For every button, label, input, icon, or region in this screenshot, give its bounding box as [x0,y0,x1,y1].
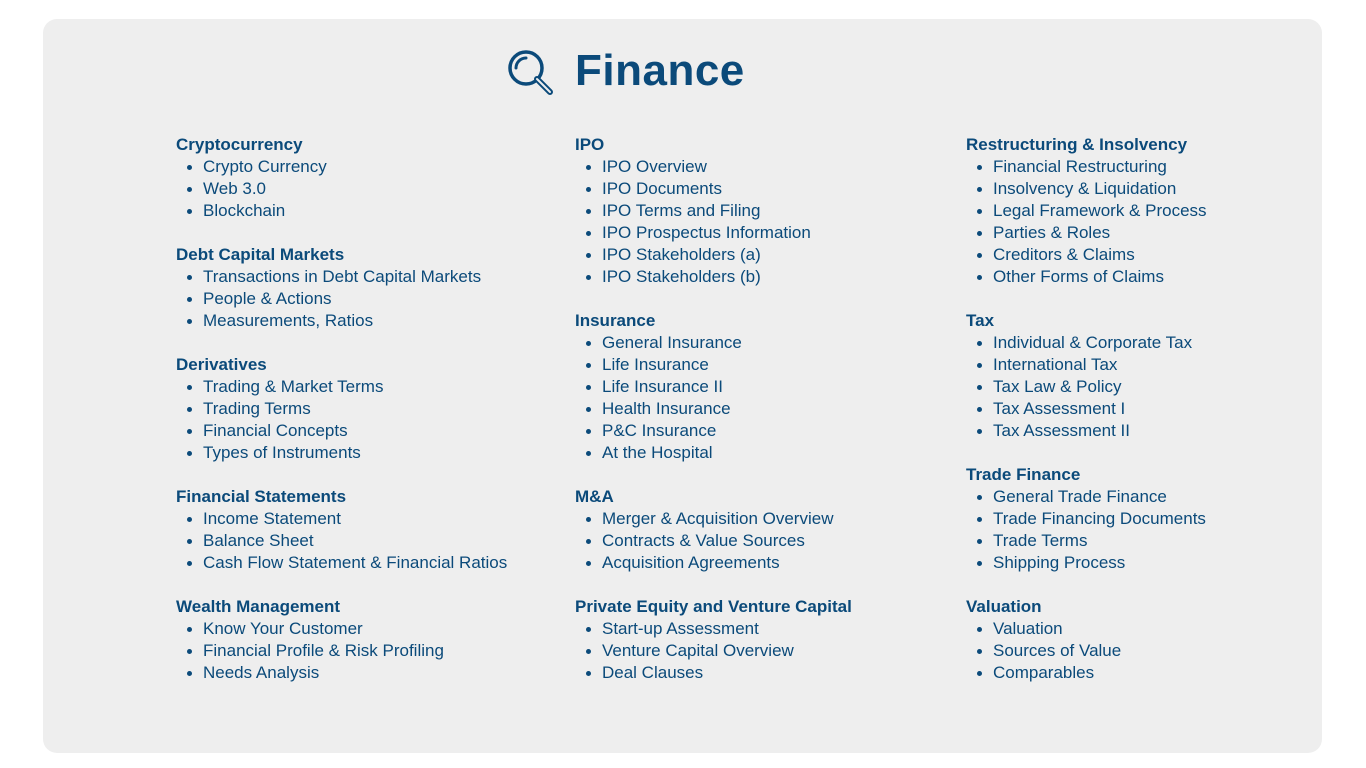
list-item-label: General Insurance [602,333,742,352]
bullet-icon [977,165,982,170]
list-item-label: Contracts & Value Sources [602,531,805,550]
list-item-label: Venture Capital Overview [602,641,794,660]
bullet-icon [187,451,192,456]
list-item-label: Types of Instruments [203,443,361,462]
bullet-icon [586,649,591,654]
bullet-icon [977,649,982,654]
bullet-icon [586,429,591,434]
list-item[interactable] [966,530,1207,552]
bullet-icon [586,231,591,236]
list-item-label: Cash Flow Statement & Financial Ratios [203,553,508,572]
bullet-icon [586,187,591,192]
list-item-label: Crypto Currency [203,157,327,176]
list-item[interactable] [575,508,852,530]
bullet-icon [187,517,192,522]
list-item[interactable] [575,354,852,376]
page-header [0,44,1366,100]
bullet-icon [586,561,591,566]
list-item[interactable] [966,178,1207,200]
list-item-label: Other Forms of Claims [993,267,1164,286]
topic-section [176,134,507,222]
bullet-icon [586,165,591,170]
list-item-label: Insolvency & Liquidation [993,179,1177,198]
list-item[interactable] [176,508,507,530]
bullet-icon [187,165,192,170]
bullet-icon [187,187,192,192]
bullet-icon [586,627,591,632]
list-item[interactable] [575,376,852,398]
list-item-label: Balance Sheet [203,531,314,550]
list-item-label: Trading Terms [203,399,311,418]
bullet-icon [977,363,982,368]
bullet-icon [586,517,591,522]
list-item-label: Financial Concepts [203,421,348,440]
list-item-label: Merger & Acquisition Overview [602,509,834,528]
list-item[interactable] [575,244,852,266]
bullet-icon [977,495,982,500]
list-item[interactable] [575,530,852,552]
list-item[interactable] [966,508,1207,530]
list-item[interactable] [966,618,1207,640]
list-item[interactable] [966,200,1207,222]
bullet-icon [977,253,982,258]
list-item[interactable] [966,156,1207,178]
section-title[interactable]: Wealth Management [176,597,341,616]
list-item[interactable] [176,376,507,398]
list-item[interactable] [176,662,507,684]
list-item-label: Valuation [993,619,1063,638]
bullet-icon [187,385,192,390]
topic-section [575,596,852,684]
bullet-icon [977,429,982,434]
list-item-label: Life Insurance [602,355,709,374]
list-item[interactable] [575,442,852,464]
bullet-icon [977,231,982,236]
list-item-label: Financial Restructuring [993,157,1167,176]
list-item[interactable] [176,442,507,464]
bullet-icon [586,363,591,368]
section-title[interactable]: Private Equity and Venture Capital [575,597,852,616]
bullet-icon [977,209,982,214]
bullet-icon [586,539,591,544]
topic-section [176,354,507,464]
section-title[interactable]: M&A [575,487,614,506]
list-item-label: Sources of Value [993,641,1122,660]
list-item[interactable] [966,266,1207,288]
list-item-label: Transactions in Debt Capital Markets [203,267,482,286]
list-item[interactable] [575,640,852,662]
list-item-label: Deal Clauses [602,663,704,682]
list-item[interactable] [575,618,852,640]
bullet-icon [977,671,982,676]
list-item-label: Tax Assessment I [993,399,1126,418]
section-title[interactable]: Debt Capital Markets [176,245,345,264]
list-item[interactable] [176,640,507,662]
list-item[interactable] [176,420,507,442]
list-item[interactable] [575,156,852,178]
list-item-label: At the Hospital [602,443,713,462]
bullet-icon [586,341,591,346]
list-item[interactable] [176,288,507,310]
list-item[interactable] [575,398,852,420]
bullet-icon [977,539,982,544]
list-item[interactable] [966,222,1207,244]
list-item[interactable] [176,618,507,640]
topic-section [176,596,507,684]
list-item[interactable] [575,332,852,354]
list-item-label: Blockchain [203,201,286,220]
list-item-label: Trade Terms [993,531,1088,550]
list-item-label: Trade Financing Documents [993,509,1206,528]
list-item-label: Comparables [993,663,1095,682]
bullet-icon [977,187,982,192]
list-item-label: IPO Prospectus Information [602,223,811,242]
list-item[interactable] [575,200,852,222]
list-item-label: Health Insurance [602,399,731,418]
list-item-label: Acquisition Agreements [602,553,780,572]
list-item-label: Know Your Customer [203,619,363,638]
list-item[interactable] [966,244,1207,266]
list-item-label: People & Actions [203,289,332,308]
bullet-icon [586,253,591,258]
list-item-label: Start-up Assessment [602,619,759,638]
list-item-label: Creditors & Claims [993,245,1135,264]
list-item[interactable] [966,420,1207,442]
list-item[interactable] [966,486,1207,508]
list-item[interactable] [575,178,852,200]
list-item[interactable] [575,222,852,244]
list-item-label: IPO Stakeholders (b) [602,267,761,286]
list-item-label: Needs Analysis [203,663,320,682]
list-item[interactable] [176,266,507,288]
list-item-label: Legal Framework & Process [993,201,1207,220]
list-item-label: Financial Profile & Risk Profiling [203,641,444,660]
list-item[interactable] [575,552,852,574]
section-title[interactable]: Cryptocurrency [176,135,303,154]
section-title[interactable]: Insurance [575,311,656,330]
topic-section [176,486,507,574]
list-item-label: Tax Assessment II [993,421,1130,440]
list-item-label: IPO Overview [602,157,707,176]
topic-section [966,134,1207,288]
bullet-icon [187,407,192,412]
topic-section [966,464,1207,574]
bullet-icon [977,275,982,280]
page-title: Finance [575,46,745,95]
bullet-icon [586,671,591,676]
section-title[interactable]: IPO [575,135,605,154]
list-item-label: IPO Documents [602,179,722,198]
list-item[interactable] [176,310,507,332]
bullet-icon [586,385,591,390]
list-item[interactable] [966,662,1207,684]
list-item[interactable] [176,530,507,552]
list-item[interactable] [966,640,1207,662]
topic-section [575,486,852,574]
list-item-label: Parties & Roles [993,223,1111,242]
list-item[interactable] [575,662,852,684]
bullet-icon [187,627,192,632]
bullet-icon [187,649,192,654]
list-item[interactable] [575,266,852,288]
bullet-icon [586,275,591,280]
bullet-icon [187,429,192,434]
topic-column [966,134,1207,706]
list-item[interactable] [176,178,507,200]
bullet-icon [187,561,192,566]
list-item[interactable] [966,398,1207,420]
list-item-label: Web 3.0 [203,179,267,198]
bullet-icon [187,209,192,214]
list-item[interactable] [966,552,1207,574]
list-item-label: Measurements, Ratios [203,311,374,330]
section-title[interactable]: Trade Finance [966,465,1081,484]
bullet-icon [586,209,591,214]
list-item[interactable] [176,398,507,420]
topic-section [575,134,852,288]
list-item[interactable] [176,200,507,222]
topic-column [575,134,852,706]
bullet-icon [977,627,982,632]
bullet-icon [977,561,982,566]
bullet-icon [977,407,982,412]
list-item[interactable] [966,354,1207,376]
list-item-label: Individual & Corporate Tax [993,333,1193,352]
bullet-icon [187,297,192,302]
bullet-icon [187,671,192,676]
list-item[interactable] [575,420,852,442]
bullet-icon [187,319,192,324]
bullet-icon [187,539,192,544]
list-item-label: Life Insurance II [602,377,723,396]
bullet-icon [586,451,591,456]
topic-section [966,310,1207,442]
list-item-label: Tax Law & Policy [993,377,1122,396]
topic-column [176,134,507,706]
list-item-label: Income Statement [203,509,341,528]
bullet-icon [187,275,192,280]
list-item[interactable] [966,376,1207,398]
list-item-label: P&C Insurance [602,421,717,440]
topic-section [176,244,507,332]
section-title[interactable]: Valuation [966,597,1042,616]
list-item-label: International Tax [993,355,1118,374]
bullet-icon [586,407,591,412]
bullet-icon [977,517,982,522]
list-item-label: Trading & Market Terms [203,377,384,396]
section-title[interactable]: Derivatives [176,355,267,374]
topic-section [575,310,852,464]
list-item-label: Shipping Process [993,553,1126,572]
section-title[interactable]: Tax [966,311,995,330]
list-item[interactable] [176,156,507,178]
magnifier-icon [506,48,554,96]
topic-section [966,596,1207,684]
list-item[interactable] [966,332,1207,354]
bullet-icon [977,341,982,346]
list-item[interactable] [176,552,507,574]
bullet-icon [977,385,982,390]
section-title[interactable]: Financial Statements [176,487,347,506]
list-item-label: IPO Terms and Filing [602,201,761,220]
list-item-label: IPO Stakeholders (a) [602,245,761,264]
section-title[interactable]: Restructuring & Insolvency [966,135,1188,154]
list-item-label: General Trade Finance [993,487,1167,506]
